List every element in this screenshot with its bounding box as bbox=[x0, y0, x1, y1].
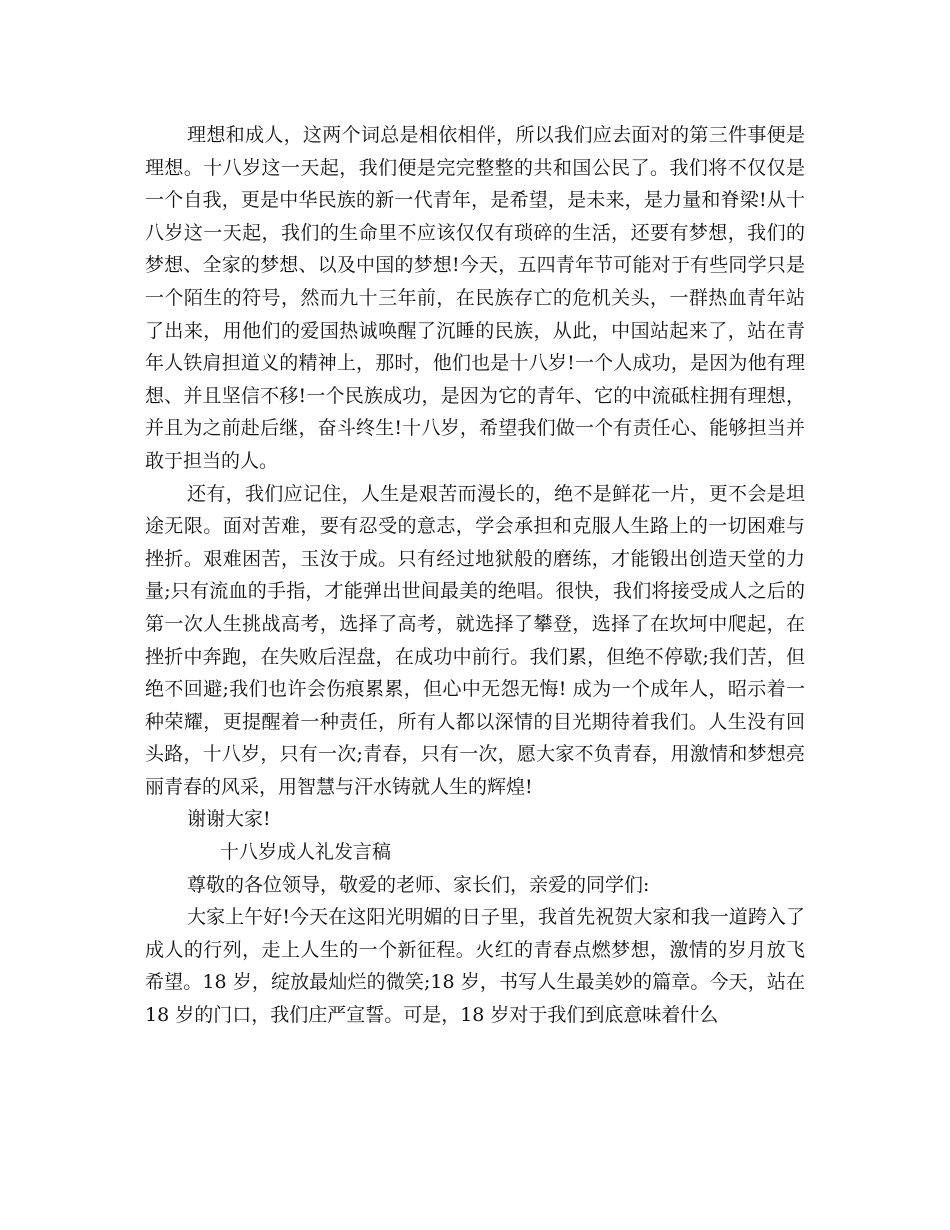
paragraph-greeting: 大家上午好!今天在这阳光明媚的日子里，我首先祝贺大家和我一道跨入了成人的行列，走上人生的一个新征程。火红的青春点燃梦想，激情的岁月放飞希望。18 岁，绽放最灿烂的微笑;18 岁，书写人生最美妙的篇章。今天，站在 18 岁的门口，我们庄严宣誓。可是，18 岁对于我们到底意味着什么 bbox=[145, 906, 805, 1027]
closing-thanks: 谢谢大家! bbox=[187, 808, 271, 831]
document-body bbox=[145, 119, 805, 1032]
speech-title: 十八岁成人礼发言稿 bbox=[220, 841, 392, 864]
paragraph-hardship: 还有，我们应记住，人生是艰苦而漫长的，绝不是鲜花一片，更不会是坦途无限。面对苦难，要有忍受的意志，学会承担和克服人生路上的一切困难与挫折。艰难困苦，玉汝于成。只有经过地狱般的磨练，才能锻出创造天堂的力量;只有流血的手指，才能弹出世间最美的绝唱。很快，我们将接受成人之后的第一次人生挑战高考，选择了高考，就选择了攀登，选择了在坎坷中爬起，在挫折中奔跑，在失败后涅盘，在成功中前行。我们累，但绝不停歇;我们苦，但绝不回避;我们也许会伤痕累累，但心中无怨无悔! 成为一个成年人，昭示着一种荣耀，更提醒着一种责任，所有人都以深情的目光期待着我们。人生没有回头路，十八岁，只有一次;青春，只有一次，愿大家不负青春，用激情和梦想亮丽青春的风采，用智慧与汗水铸就人生的辉煌! bbox=[145, 482, 805, 798]
salutation: 尊敬的各位领导，敬爱的老师、家长们，亲爱的同学们: bbox=[187, 873, 650, 896]
paragraph-ideals: 理想和成人，这两个词总是相依相伴，所以我们应去面对的第三件事便是理想。十八岁这一天起，我们便是完完整整的共和国公民了。我们将不仅仅是一个自我，更是中华民族的新一代青年，是希望，是未来，是力量和脊梁!从十八岁这一天起，我们的生命里不应该仅仅有琐碎的生活，还要有梦想，我们的梦想、全家的梦想、以及中国的梦想!今天，五四青年节可能对于有些同学只是一个陌生的符号，然而九十三年前，在民族存亡的危机关头，一群热血青年站了出来，用他们的爱国热诚唤醒了沉睡的民族，从此，中国站起来了，站在青年人铁肩担道义的精神上，那时，他们也是十八岁!一个人成功，是因为他有理想、并且坚信不移!一个民族成功，是因为它的青年、它的中流砥柱拥有理想，并且为之前赴后继，奋斗终生!十八岁，希望我们做一个有责任心、能够担当并敢于担当的人。 bbox=[145, 124, 805, 472]
